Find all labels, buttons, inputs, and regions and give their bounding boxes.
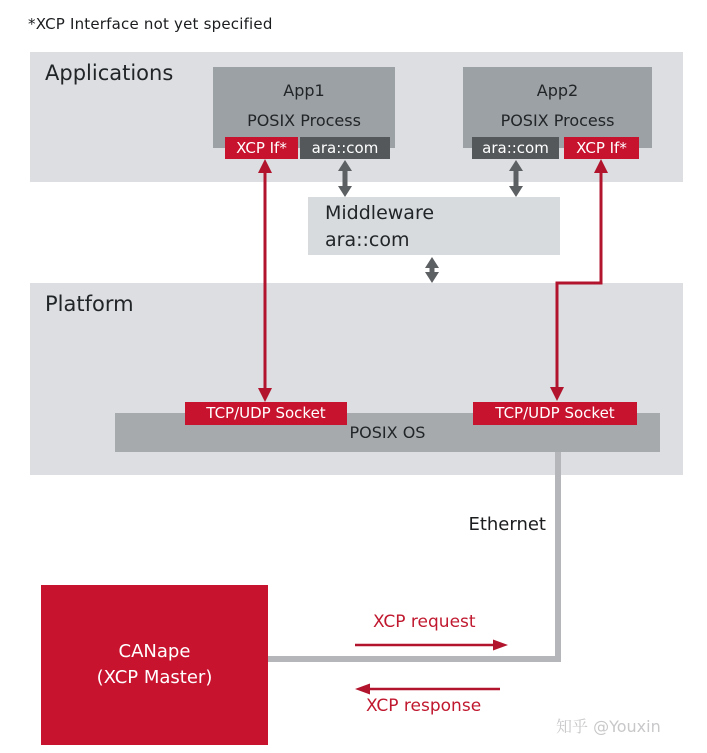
xcp-request-label: XCP request [373, 612, 476, 632]
canape-xcp-master-box [41, 585, 268, 745]
middleware-box [308, 197, 560, 255]
middleware-ara-com-label: ara::com [325, 229, 410, 251]
app2-ara-com-tag: ara::com [472, 137, 559, 159]
applications-section-label: Applications [45, 61, 174, 85]
canape-subtitle: (XCP Master) [96, 667, 213, 688]
xcp-response-arrow [355, 684, 500, 695]
app1-ara-com-tag: ara::com [300, 137, 390, 159]
app2-posix-process-label: POSIX Process [500, 111, 615, 130]
platform-section-label: Platform [45, 292, 134, 316]
app1-process-box [213, 67, 395, 148]
app2-xcp-interface-tag: XCP If* [564, 137, 639, 159]
tcp-udp-socket-left: TCP/UDP Socket [185, 402, 347, 425]
watermark-text: 知乎 @Youxin [556, 717, 661, 736]
app2-process-box [463, 67, 652, 148]
ethernet-label: Ethernet [468, 514, 546, 535]
app1-xcp-interface-tag: XCP If* [225, 137, 298, 159]
xcp-response-label: XCP response [366, 696, 482, 716]
xcp-request-arrow [355, 640, 508, 651]
posix-os-bar: POSIX OS [115, 413, 660, 452]
middleware-title: Middleware [325, 202, 435, 224]
tcp-udp-socket-right: TCP/UDP Socket [473, 402, 637, 425]
app1-title: App1 [283, 81, 325, 100]
middleware-platform-arrow [425, 257, 439, 283]
canape-title: CANape [118, 641, 191, 662]
app1-posix-process-label: POSIX Process [247, 111, 361, 130]
app2-title: App2 [536, 81, 579, 100]
footnote-xcp-interface: *XCP Interface not yet specified [28, 15, 273, 33]
